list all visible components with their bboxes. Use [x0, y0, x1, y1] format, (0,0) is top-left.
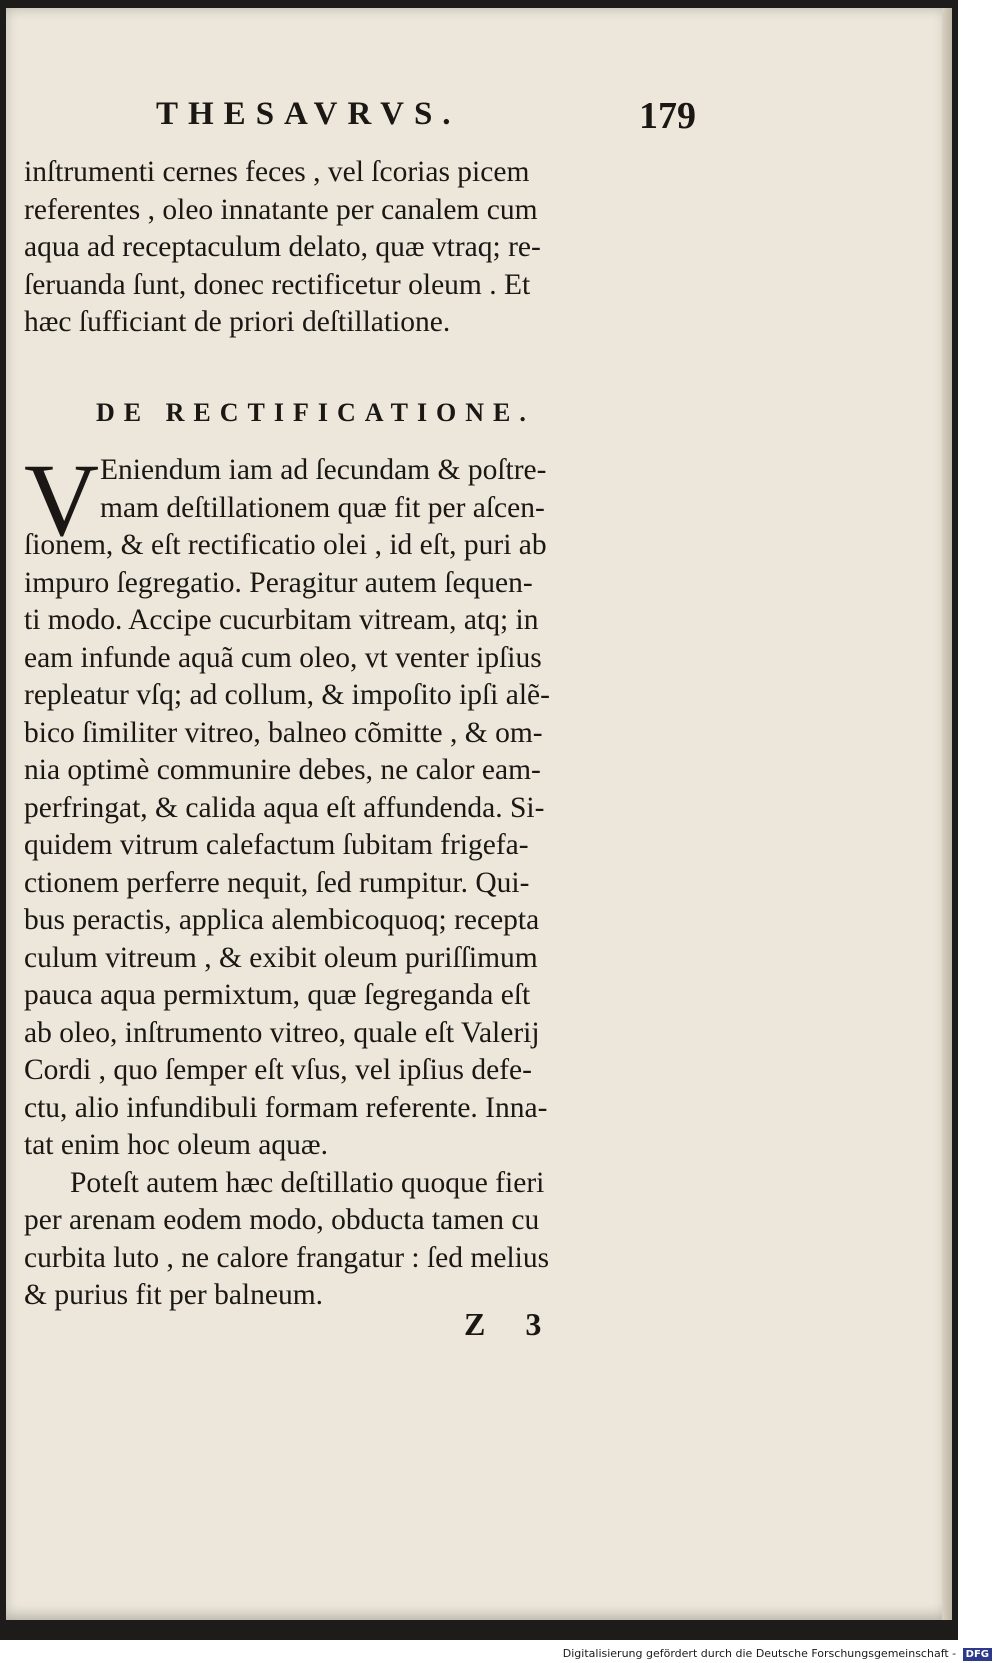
drop-cap-initial: V: [24, 443, 100, 558]
text-line: perfringat, & calida aqua eſt affundenda. Si-: [24, 791, 545, 824]
text-line: bus peractis, applica alembicoquoq; recepta: [24, 904, 540, 936]
text-line: nia optimè communire debes, ne calor eam-: [24, 754, 541, 786]
text-line: pauca aqua permixtum, quæ ſegreganda eſt: [24, 979, 531, 1011]
text-line: culum vitreum , & exibit oleum puriſſimum: [24, 941, 538, 974]
page-header: [156, 96, 696, 140]
text-line: ctu, alio infundibuli formam referente. Inna-: [24, 1091, 548, 1124]
section-heading: DE RECTIFICATIONE.: [96, 398, 535, 427]
text-line: inſtrumenti cernes feces , vel ſcorias picem: [24, 156, 530, 188]
text-line: Poteſt autem hæc deſtillatio quoque fieri: [70, 1166, 545, 1199]
dfg-logo-icon: DFG: [963, 1648, 992, 1661]
text-line: aqua ad receptaculum delato, quæ vtraq; re-: [24, 231, 541, 263]
text-line: repleatur vſq; ad collum, & impoſito ipſi alẽ-: [24, 679, 550, 711]
signature-mark: Z 3: [464, 1306, 558, 1342]
digitization-credit: [563, 1647, 992, 1661]
text-line: bico ſimiliter vitreo, balneo cõmitte , & om-: [24, 716, 543, 749]
text-line: mam deſtillationem quæ fit per aſcen-: [100, 491, 545, 524]
text-line: ſeruanda ſunt, donec rectificetur oleum . Et: [24, 268, 531, 301]
section-body: [24, 443, 689, 1315]
text-line: per arenam eodem modo, obducta tamen cu: [24, 1204, 540, 1236]
page-edge: [942, 8, 952, 1620]
text-line: & purius fit per balneum.: [24, 1279, 324, 1311]
text-line: Eniendum iam ad ſecundam & poſtre-: [100, 454, 547, 486]
text-line: impuro ſegregatio. Peragitur autem ſequen-: [24, 566, 533, 599]
page-number: 179: [639, 95, 696, 137]
text-line: curbita luto , ne calore frangatur : ſed melius: [24, 1241, 550, 1274]
text-line: ſionem, & eſt rectificatio olei , id eſt, puri ab: [24, 529, 547, 561]
text-line: eam infunde aquã cum oleo, vt venter ipſius: [24, 641, 542, 674]
text-line: tat enim hoc oleum aquæ.: [24, 1129, 328, 1161]
text-line: ab oleo, inſtrumento vitreo, quale eſt Valerij: [24, 1016, 540, 1049]
text-line: ctionem perferre nequit, ſed rumpitur. Qui-: [24, 866, 530, 899]
text-line: ti modo. Accipe cucurbitam vitream, atq; in: [24, 604, 539, 636]
text-line: quidem vitrum calefactum ſubitam frigefa-: [24, 829, 529, 861]
text-line: Cordi , quo ſemper eſt vſus, vel ipſius defe-: [24, 1054, 532, 1086]
credit-text: Digitalisierung gefördert durch die Deutsche Forschungsgemeinschaft -: [562, 1647, 957, 1660]
paragraph-1: [24, 154, 689, 342]
running-title: THESAVRVS.: [156, 96, 461, 132]
text-line: referentes , oleo innatante per canalem cum: [24, 193, 538, 226]
text-line: hæc ſufficiant de priori deſtillatione.: [24, 306, 451, 338]
book-page: [6, 8, 952, 1620]
